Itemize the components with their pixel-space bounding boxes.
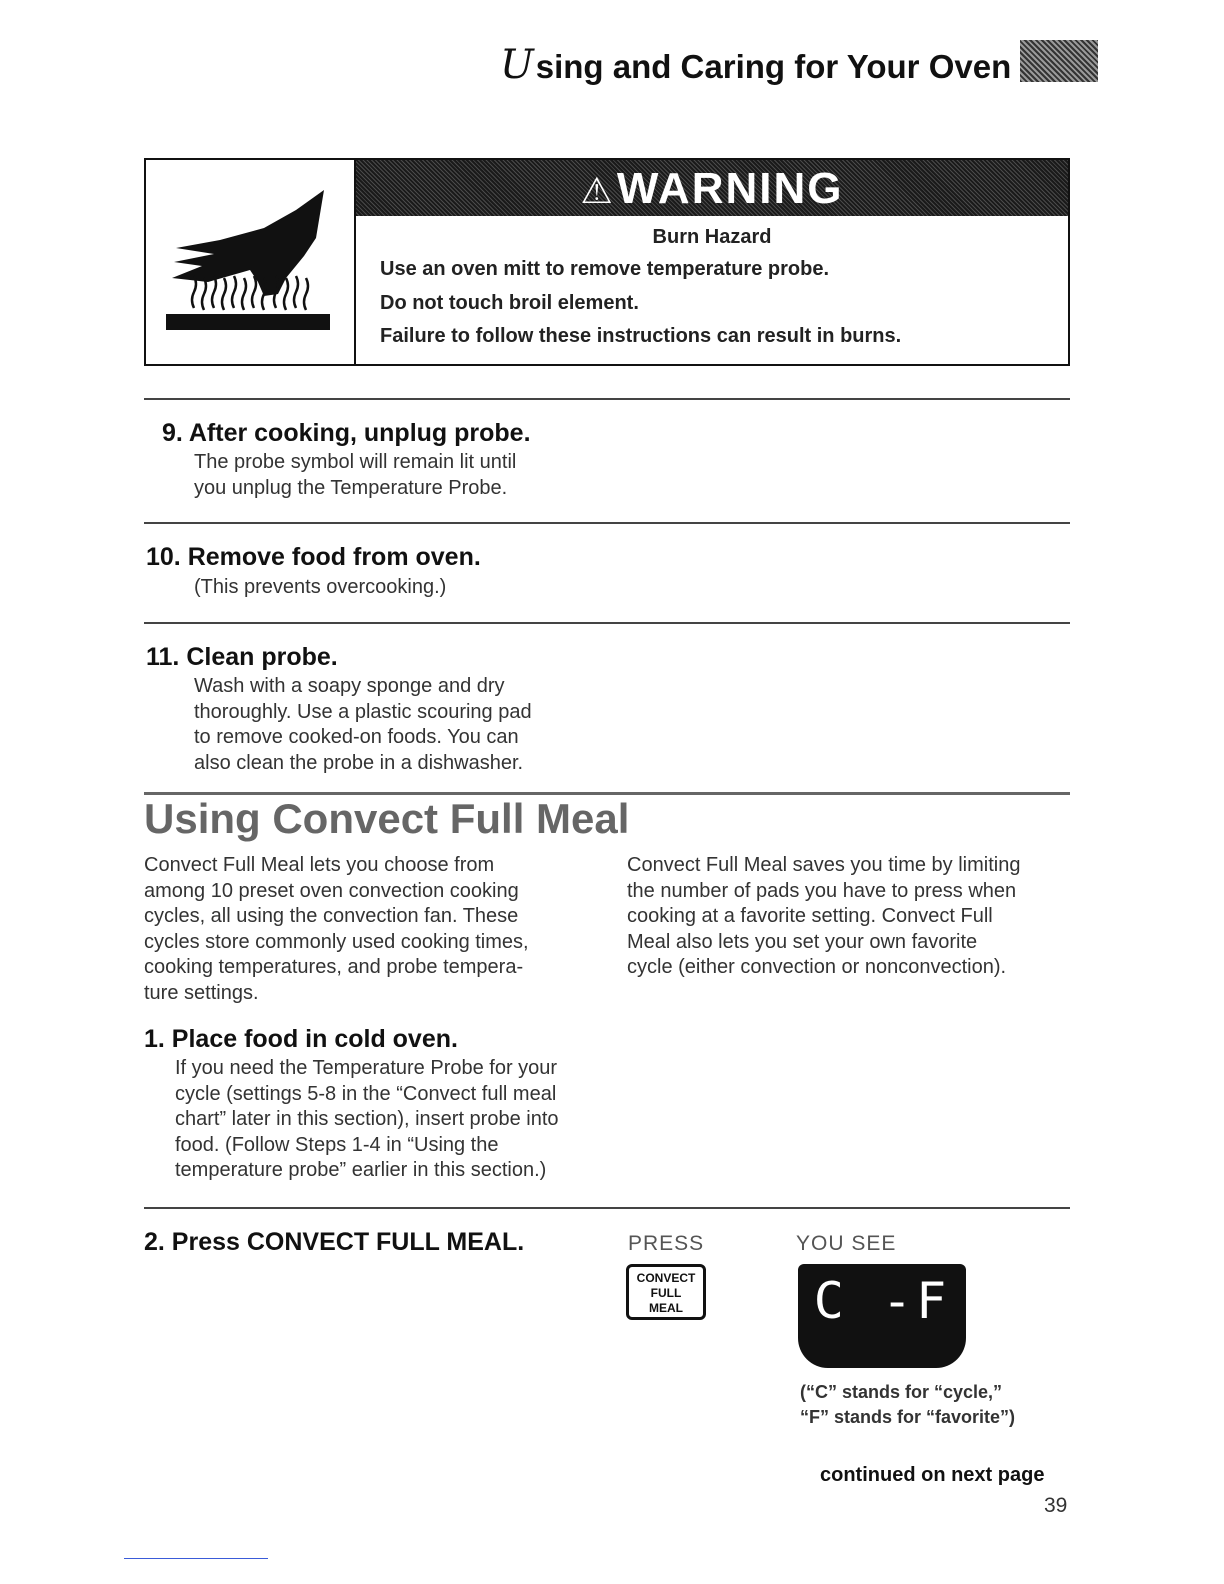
warning-box	[144, 158, 1070, 366]
step-body-line: temperature probe” earlier in this section.)	[175, 1159, 547, 1181]
intro-line: ture settings.	[144, 981, 259, 1004]
hazard-instruction: Failure to follow these instructions can result in burns.	[380, 325, 902, 347]
intro-line: cooking at a favorite setting. Convect Full	[627, 905, 993, 927]
pad-label-line: CONVECT	[636, 1271, 696, 1285]
intro-line: among 10 preset oven convection cooking	[144, 879, 519, 902]
header-title-text: sing and Caring for Your Oven	[535, 48, 1012, 85]
hand-over-heat-icon	[146, 160, 350, 360]
divider	[144, 1207, 1070, 1209]
step-title: 2. Press CONVECT FULL MEAL.	[144, 1228, 525, 1256]
section-tab-badge	[1020, 40, 1098, 82]
intro-line: Meal also lets you set your own favorite	[627, 930, 978, 953]
pad-label-line: MEAL	[649, 1301, 683, 1315]
step-body-line: also clean the probe in a dishwasher.	[194, 751, 524, 774]
step-body	[194, 674, 532, 776]
intro-left	[144, 853, 529, 1006]
intro-line: the number of pads you have to press when	[627, 879, 1017, 902]
display-note-line: “F” stands for “favorite”)	[800, 1407, 1016, 1427]
step-body-line: If you need the Temperature Probe for your	[175, 1057, 558, 1079]
intro-line: Convect Full Meal saves you time by limiting	[627, 854, 1021, 876]
step-body-line: to remove cooked-on foods. You can	[194, 726, 519, 748]
header-title	[500, 42, 1011, 88]
intro-right	[627, 853, 1020, 981]
display-readout: C -F	[813, 1272, 951, 1330]
hazard-title: Burn Hazard	[652, 226, 772, 248]
press-label: PRESS	[628, 1232, 705, 1255]
hazard-instruction: Do not touch broil element.	[380, 292, 639, 314]
warning-heading	[356, 164, 1068, 214]
divider	[144, 622, 1070, 624]
step-body	[194, 575, 446, 601]
step-body	[194, 450, 516, 501]
step-title: 9. After cooking, unplug probe.	[162, 419, 531, 447]
you-see-label: YOU SEE	[796, 1232, 897, 1255]
step-body-line: (This prevents overcooking.)	[194, 576, 447, 598]
convect-full-meal-pad[interactable]	[626, 1264, 706, 1320]
pad-label-line: FULL	[650, 1286, 682, 1300]
warning-banner	[356, 160, 1068, 216]
step-body-line: thoroughly. Use a plastic scouring pad	[194, 700, 532, 723]
hazard-icon-cell	[146, 160, 356, 364]
warning-triangle-icon: ⚠	[580, 170, 615, 211]
header-title-initial: U	[500, 42, 534, 88]
step-title: 1. Place food in cold oven.	[144, 1025, 458, 1053]
page-header	[480, 34, 1100, 94]
step-title: 10. Remove food from oven.	[146, 543, 481, 571]
intro-line: cycle (either convection or nonconvection).	[627, 956, 1007, 978]
step-title: 11. Clean probe.	[146, 643, 338, 671]
step-body-line: The probe symbol will remain lit until	[194, 451, 517, 473]
warning-word: WARNING	[616, 164, 844, 213]
intro-line: cycles, all using the convection fan. These	[144, 905, 519, 927]
step-body-line: cycle (settings 5-8 in the “Convect full meal	[175, 1082, 557, 1105]
footer-rule	[124, 1558, 268, 1559]
intro-line: cooking temperatures, and probe tempera-	[144, 956, 524, 978]
step-body	[175, 1056, 559, 1184]
intro-line: cycles store commonly used cooking times,	[144, 930, 529, 953]
step-body-line: Wash with a soapy sponge and dry	[194, 675, 505, 697]
section-title: Using Convect Full Meal	[144, 795, 630, 842]
oven-display	[798, 1264, 966, 1368]
divider	[144, 522, 1070, 524]
step-body-line: food. (Follow Steps 1-4 in “Using the	[175, 1133, 499, 1156]
page-number: 39	[1044, 1494, 1068, 1517]
continued-note: continued on next page	[820, 1464, 1045, 1486]
display-note	[800, 1380, 1015, 1430]
step-body-line: you unplug the Temperature Probe.	[194, 476, 508, 499]
step-body-line: chart” later in this section), insert probe into	[175, 1108, 559, 1130]
intro-line: Convect Full Meal lets you choose from	[144, 854, 495, 876]
divider	[144, 398, 1070, 400]
display-note-line: (“C” stands for “cycle,”	[800, 1382, 1003, 1402]
hazard-instruction: Use an oven mitt to remove temperature probe.	[380, 258, 830, 280]
